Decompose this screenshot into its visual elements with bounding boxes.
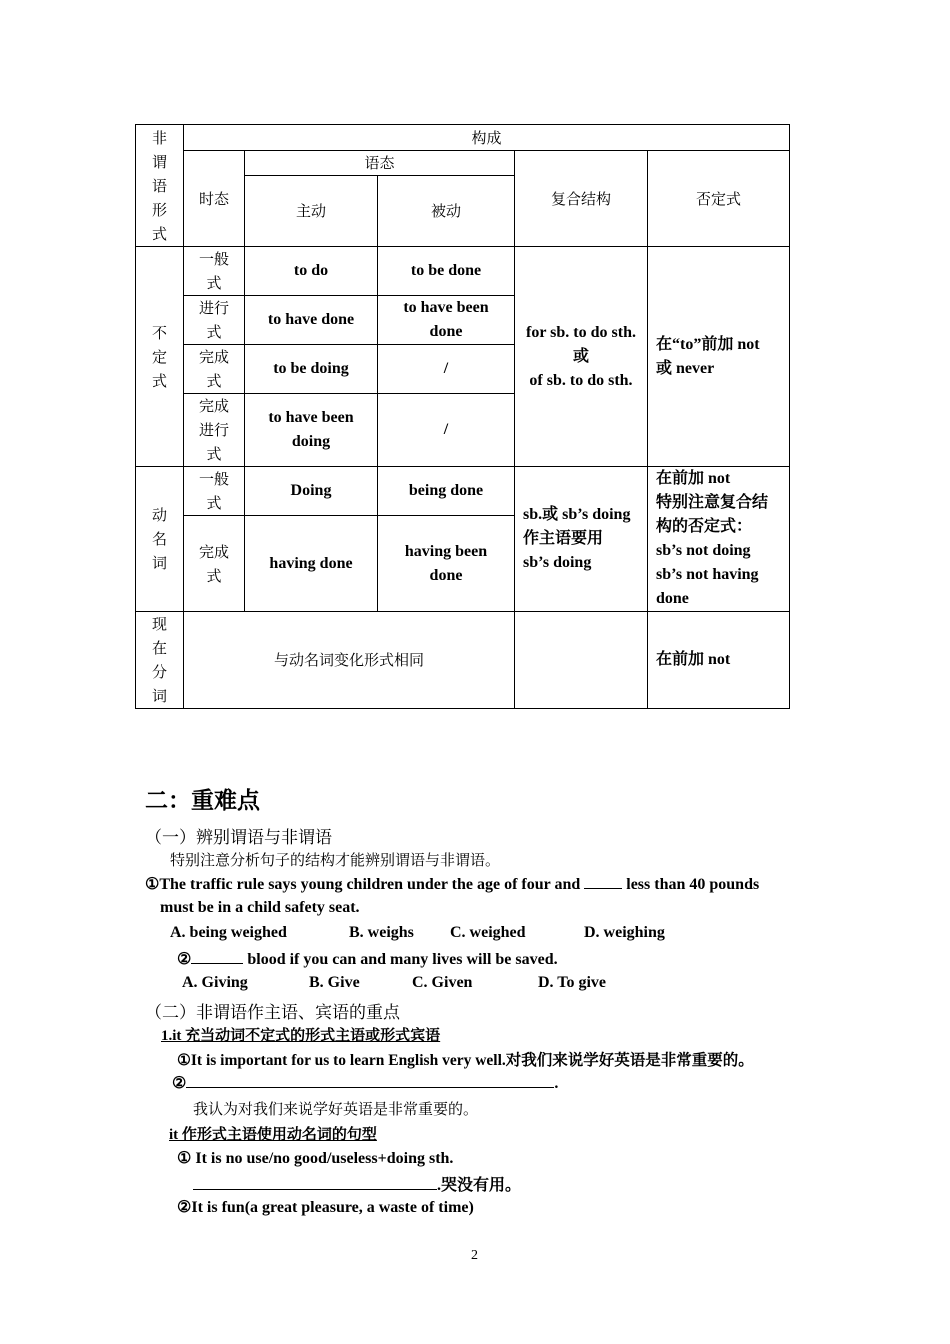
point-2: it 作形式主语使用动名词的句型 <box>169 1127 377 1143</box>
gerund-compound: sb.或 sb’s doing 作主语要用 sb’s doing <box>515 467 648 612</box>
active-cell: to be doing <box>245 345 378 394</box>
example-3-line <box>193 1172 521 1195</box>
row-label-infinitive: 不 定 式 <box>136 247 184 467</box>
tense-cell: 一般 式 <box>184 247 245 296</box>
row-label-participle: 现 在 分 词 <box>136 612 184 709</box>
tense-cell: 完成 式 <box>184 345 245 394</box>
corner-header: 非 谓 语 形 式 <box>136 125 184 247</box>
question-2 <box>177 949 558 969</box>
tense-cell: 进行 式 <box>184 296 245 345</box>
participle-compound <box>515 612 648 709</box>
subheading-1-note: 特别注意分析句子的结构才能辨别谓语与非谓语。 <box>170 851 501 869</box>
header-compound: 复合结构 <box>515 151 648 247</box>
passive-cell: / <box>378 345 515 394</box>
gerund-negative: 在前加 not 特别注意复合结 构的否定式： sb’s not doing sb’s not having done <box>648 467 790 612</box>
example-3-blank <box>193 1188 437 1190</box>
header-goucheng: 构成 <box>184 125 790 151</box>
example-2-number: ② <box>172 1075 187 1092</box>
tense-cell: 完成 进行 式 <box>184 394 245 467</box>
question-2-number: ② <box>177 951 192 968</box>
question-2-blank <box>191 962 243 964</box>
infinitive-compound: for sb. to do sth. 或 of sb. to do sth. <box>515 247 648 467</box>
passive-cell: to have been done <box>378 296 515 345</box>
example-2-period: . <box>554 1075 559 1092</box>
question-1-part-a: ①The traffic rule says young children under the age of four and <box>145 876 581 893</box>
row-label-gerund: 动 名 词 <box>136 467 184 612</box>
example-2-translation: 我认为对我们来说学好英语是非常重要的。 <box>193 1100 479 1118</box>
question-2-text: blood if you can and many lives will be saved. <box>247 951 558 968</box>
example-4: ②It is fun(a great pleasure, a waste of time) <box>177 1199 474 1216</box>
tense-cell: 完成 式 <box>184 516 245 612</box>
header-active: 主动 <box>245 176 378 247</box>
example-2 <box>172 1073 558 1093</box>
participle-same: 与动名词变化形式相同 <box>184 612 515 709</box>
passive-cell: / <box>378 394 515 467</box>
header-tense: 时态 <box>184 151 245 247</box>
passive-cell: having been done <box>378 516 515 612</box>
option: D. weighing <box>584 924 665 941</box>
option: A. Giving <box>182 974 248 991</box>
participle-negative: 在前加 not <box>648 612 790 709</box>
active-cell: Doing <box>245 467 378 516</box>
question-1-continued: must be in a child safety seat. <box>160 899 360 916</box>
non-predicate-table <box>135 124 790 709</box>
active-cell: to have done <box>245 296 378 345</box>
example-2-blank <box>186 1086 554 1088</box>
page-number: 2 <box>471 1248 478 1263</box>
option: A. being weighed <box>170 924 287 941</box>
example-3-translation: .哭没有用。 <box>437 1177 522 1194</box>
passive-cell: being done <box>378 467 515 516</box>
option: B. weighs <box>349 924 414 941</box>
example-1: ①It is important for us to learn English very well.对我们来说学好英语是非常重要的。 <box>177 1052 754 1069</box>
option: D. To give <box>538 974 607 991</box>
header-voice: 语态 <box>245 151 515 176</box>
header-passive: 被动 <box>378 176 515 247</box>
option: B. Give <box>309 974 360 991</box>
active-cell: having done <box>245 516 378 612</box>
infinitive-negative: 在“to”前加 not 或 never <box>648 247 790 467</box>
section-title: 二：重难点 <box>145 788 260 814</box>
point-1: 1.it 充当动词不定式的形式主语或形式宾语 <box>161 1028 441 1044</box>
question-1-blank <box>584 887 622 889</box>
question-1 <box>145 874 759 894</box>
subheading-1: （一）辨别谓语与非谓语 <box>145 828 332 848</box>
passive-cell: to be done <box>378 247 515 296</box>
header-negative: 否定式 <box>648 151 790 247</box>
example-3: ① It is no use/no good/useless+doing sth. <box>177 1150 454 1167</box>
question-1-part-b: less than 40 pounds <box>626 876 760 893</box>
tense-cell: 一般 式 <box>184 467 245 516</box>
option: C. weighed <box>450 924 526 941</box>
active-cell: to have been doing <box>245 394 378 467</box>
subheading-2: （二）非谓语作主语、宾语的重点 <box>145 1003 400 1023</box>
option: C. Given <box>412 974 473 991</box>
active-cell: to do <box>245 247 378 296</box>
